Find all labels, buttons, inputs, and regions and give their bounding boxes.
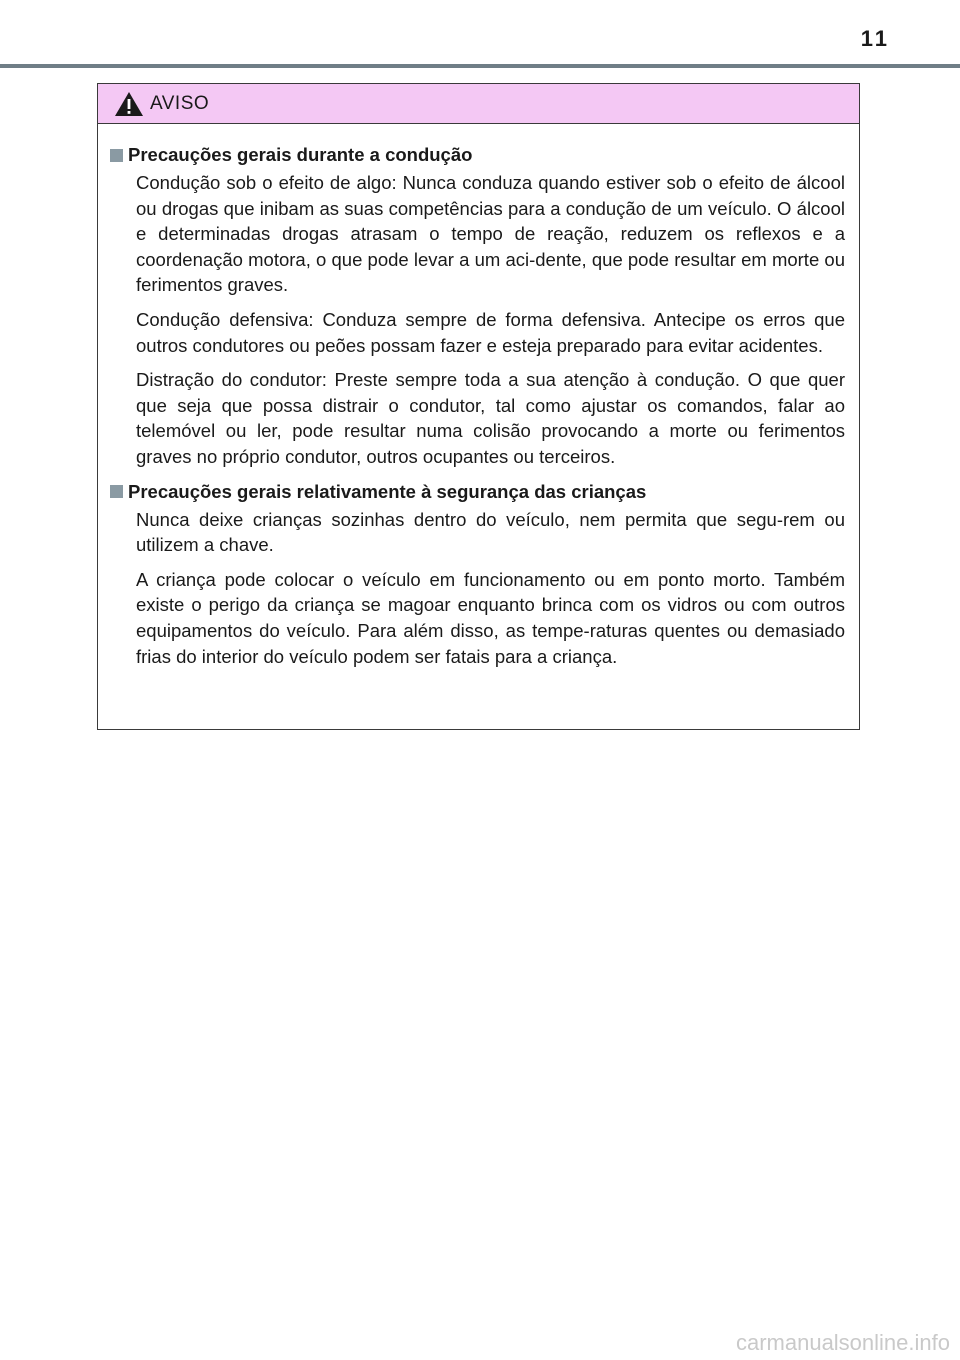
square-bullet-icon (110, 485, 123, 498)
paragraph-defensive-driving: Condução defensiva: Conduza sempre de forma defensiva. Antecipe os erros que outros condutores ou peões possam fazer e esteja preparado para evitar acidentes. (136, 308, 845, 356)
section-driving-precautions (110, 142, 845, 470)
warning-box (97, 83, 860, 730)
header-rule (0, 64, 960, 68)
section-child-safety (110, 479, 845, 670)
section-heading-text: Precauções gerais relativamente à segurança das crianças (128, 480, 647, 502)
paragraph-impaired-driving: Condução sob o efeito de algo: Nunca conduza quando estiver sob o efeito de álcool ou drogas que inibam as suas competências para a condução de um veículo. O álcool e determinadas drogas atrasam o tempo de reação, reduzem os reflexos e a coordenação motora, o que pode levar a um aci-dente, que pode resultar em morte ou ferimentos graves. (136, 172, 845, 296)
paragraph-children-alone: Nunca deixe crianças sozinhas dentro do veículo, nem permita que segu-rem ou utilizem a chave. (136, 508, 845, 556)
warning-header (98, 84, 859, 124)
square-bullet-icon (110, 149, 123, 162)
section-heading-text: Precauções gerais durante a condução (128, 144, 473, 165)
warning-body (98, 124, 859, 669)
section-heading (110, 479, 845, 505)
section-heading (110, 142, 845, 168)
watermark: carmanualsonline.info (735, 1330, 950, 1355)
warning-triangle-icon (114, 91, 144, 117)
paragraph-driver-distraction: Distração do condutor: Preste sempre toda a sua atenção à condução. O que quer que seja que possa distrair o condutor, tal como ajustar os comandos, falar ao telemóvel ou ler, pode resultar numa colisão provocando a morte ou ferimentos graves no próprio condutor, outros ocupantes ou terceiros. (136, 369, 845, 467)
page-number: 11 (860, 26, 890, 51)
paragraph-child-dangers: A criança pode colocar o veículo em funcionamento ou em ponto morto. Também existe o perigo da criança se magoar enquanto brinca com os vidros ou com outros equipamentos do veículo. Para além disso, as tempe-raturas quentes ou demasiado frias do interior do veículo podem ser fatais para a criança. (136, 568, 845, 667)
warning-label: AVISO (150, 92, 210, 114)
